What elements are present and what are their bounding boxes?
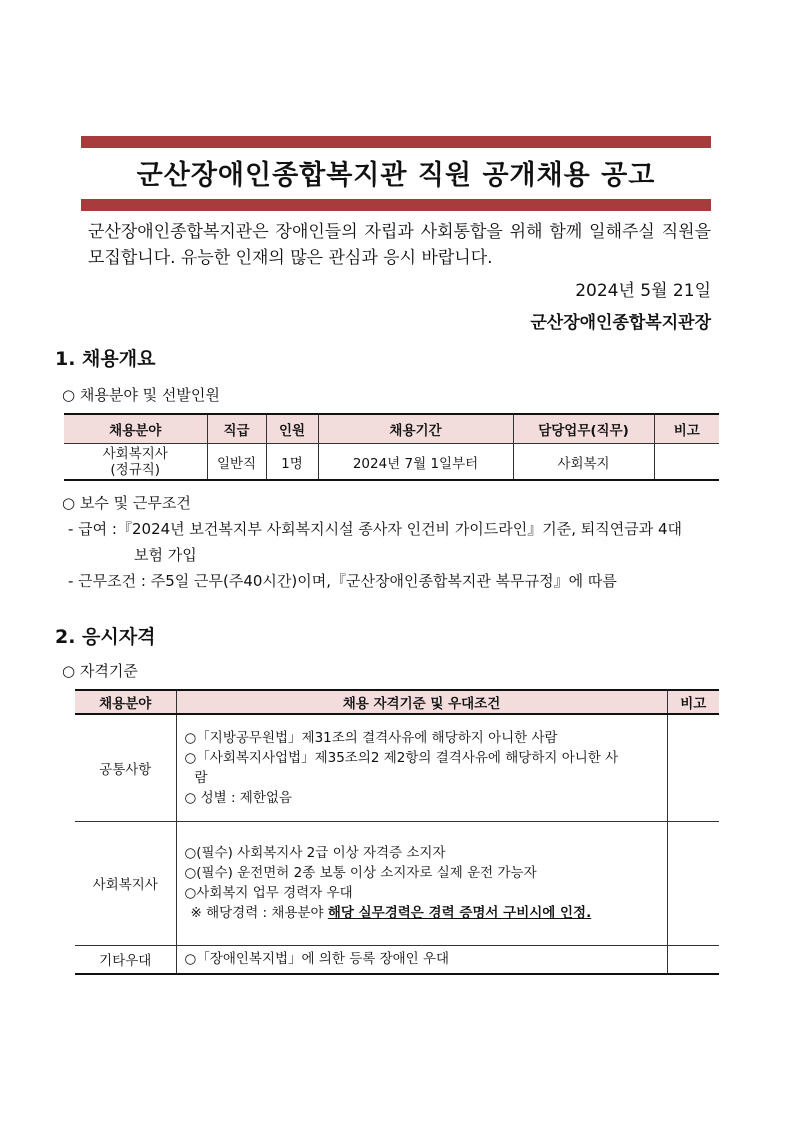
intro-paragraph: 군산장애인종합복지관은 장애인들의 자립과 사회통합을 위해 함께 일해주실 직원을 모집합니다. 유능한 인재의 많은 관심과 응시 바랍니다. [88,222,711,268]
pay-line2: 보험 가입 [134,546,197,564]
cell-note [667,714,719,821]
announcement-date: 2024년 5월 21일 [575,281,711,301]
cell-field-line2: (정규직) [110,461,161,478]
recruitment-overview-table [64,413,719,481]
cell-field-line1: 사회복지사 [102,445,168,462]
page-title: 군산장애인종합복지관 직원 공개채용 공고 [136,160,656,191]
criteria-line: ○사회복지 업무 경력자 우대 [184,885,353,901]
cell-category-common: 공통사항 [75,714,176,821]
col-header-field: 채용분야 [64,414,207,444]
table-row [75,714,719,821]
col-header-note: 비고 [654,414,719,444]
qualification-table [75,689,719,975]
table-row [64,444,719,481]
criteria-line: ○(필수) 운전면허 2종 보통 이상 소지자로 실제 운전 가능자 [184,865,537,881]
col-header-period: 채용기간 [318,414,513,444]
col-header-count: 인원 [266,414,318,444]
cell-note [654,444,719,481]
col-header-rank: 직급 [207,414,266,444]
col-header-field: 채용분야 [75,690,176,714]
section2-heading: 2. 응시자격 [55,626,156,648]
cell-field [64,444,207,481]
criteria-line: ○「지방공무원법」제31조의 결격사유에 해당하지 아니한 사람 [184,729,558,746]
table-header-row [64,414,719,444]
table-row [75,821,719,945]
cell-note [667,821,719,945]
cell-criteria-common [176,714,667,821]
cell-criteria-social [176,821,667,945]
criteria-line: ○(필수) 사회복지사 2급 이상 자격증 소지자 [184,845,446,861]
cell-criteria-other: ○「장애인복지법」에 의한 등록 장애인 우대 [176,945,667,974]
col-header-note: 비고 [667,690,719,714]
table-row [75,945,719,974]
criteria-note [185,903,659,923]
table-header-row [75,690,719,714]
title-top-bar [81,136,711,148]
issuer-name: 군산장애인종합복지관장 [530,313,711,333]
cell-category-social: 사회복지사 [75,821,176,945]
criteria-line: ○「사회복지사업법」제35조의2 제2항의 결격사유에 해당하지 아니한 사 [184,749,619,766]
section1-heading: 1. 채용개요 [55,348,156,370]
col-header-duty: 담당업무(직무) [513,414,654,444]
section2-sub1: ○ 자격기준 [62,662,138,680]
cell-category-other: 기타우대 [75,945,176,974]
col-header-criteria: 채용 자격기준 및 우대조건 [176,690,667,714]
cell-period: 2024년 7월 1일부터 [318,444,513,481]
cell-rank: 일반직 [207,444,266,481]
cell-note [667,945,719,974]
cell-duty: 사회복지 [513,444,654,481]
note-prefix: ※ 해당경력 : 채용분야 [190,905,328,921]
title-bottom-bar [81,199,711,211]
criteria-line: ○ 성별 : 제한없음 [184,789,292,806]
section1-sub2: ○ 보수 및 근무조건 [62,494,191,512]
note-emphasis: 해당 실무경력은 경력 증명서 구비시에 인정. [327,905,592,921]
cell-count: 1명 [266,444,318,481]
criteria-line: 람 [194,769,208,786]
work-condition-line: - 근무조건 : 주5일 근무(주40시간)이며,『군산장애인종합복지관 복무규정』에 따름 [68,572,617,590]
pay-line1: - 급여 :『2024년 보건복지부 사회복지시설 종사자 인건비 가이드라인』기준, 퇴직연금과 4대 [68,520,683,538]
section1-sub1: ○ 채용분야 및 선발인원 [62,386,220,404]
